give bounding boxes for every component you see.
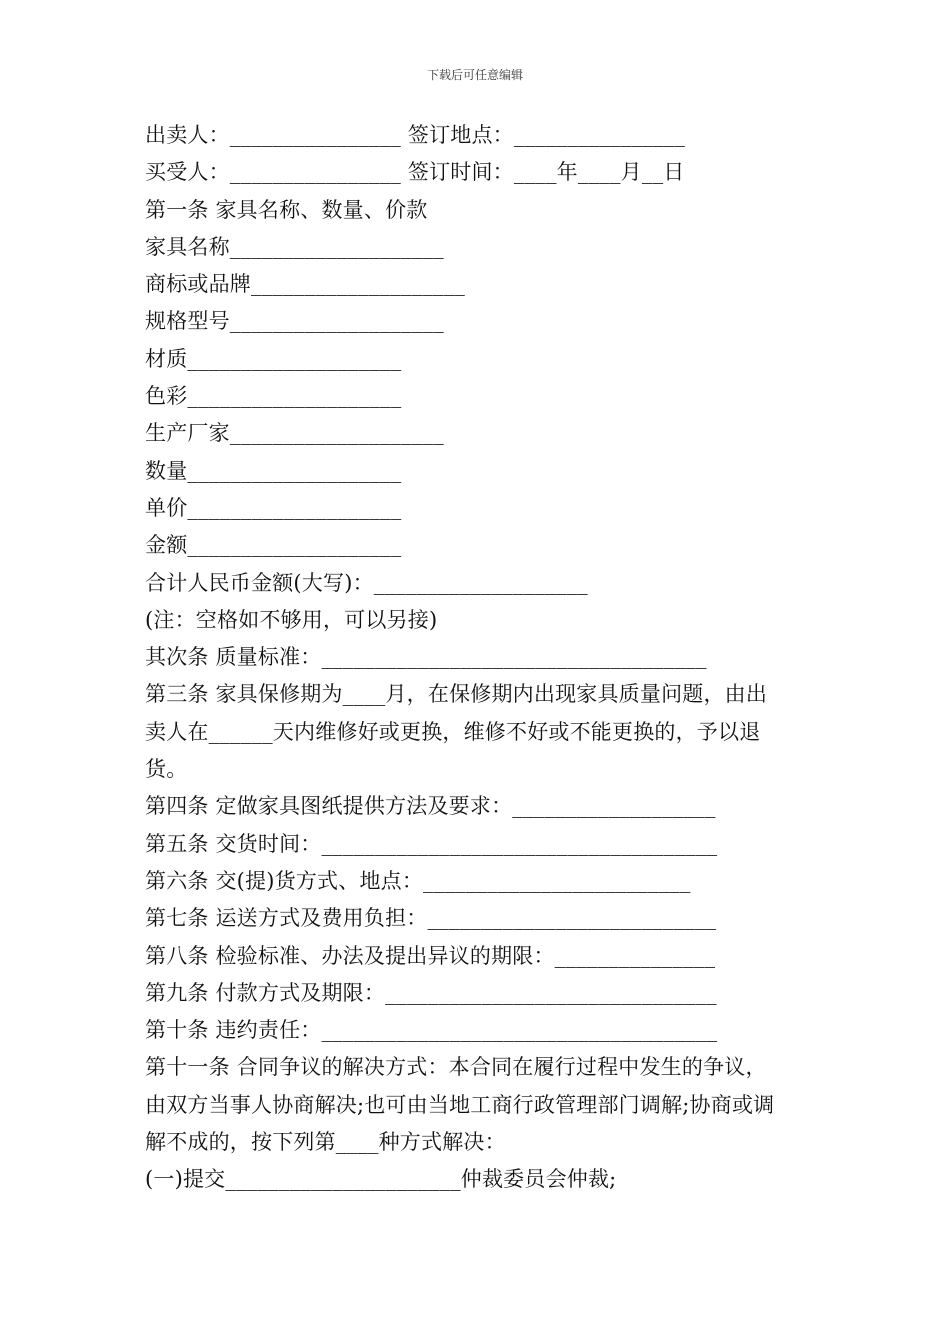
note-line: (注：空格如不够用，可以另接) (145, 607, 438, 632)
article-2-line: 其次条 质量标准：____________________________________ (145, 645, 707, 670)
color-line: 色彩____________________ (145, 384, 402, 409)
seller-line: 出卖人：________________ 签订地点：________________ (145, 123, 686, 147)
amount-line: 金额____________________ (145, 533, 402, 558)
total-amount-line: 合计人民币金额(大写)：____________________ (145, 570, 588, 595)
arbitration-line: (一)提交______________________仲裁委员会仲裁; (145, 1167, 617, 1192)
article-10-line: 第十条 违约责任：_____________________________________ (145, 1018, 718, 1043)
article-3-line-2: 卖人在______天内维修好或更换，维修不好或不能更换的，予以退 (145, 719, 761, 744)
article-11-line-3: 解不成的，按下列第____种方式解决： (145, 1130, 506, 1155)
page-header: 下载后可任意编辑 (426, 68, 523, 82)
contract-body (145, 117, 810, 1199)
manufacturer-line: 生产厂家____________________ (145, 421, 444, 446)
article-6-line: 第六条 交(提)货方式、地点：_________________________ (145, 868, 691, 893)
article-9-line: 第九条 付款方式及期限：_______________________________ (145, 980, 717, 1005)
article-5-line: 第五条 交货时间：_____________________________________ (145, 831, 718, 856)
article-8-line: 第八条 检验标准、办法及提出异议的期限：_______________ (145, 943, 716, 968)
brand-line: 商标或品牌____________________ (145, 272, 465, 297)
model-line: 规格型号____________________ (145, 309, 444, 334)
article-3-line-1: 第三条 家具保修期为____月，在保修期内出现家具质量问题，由出 (145, 682, 768, 707)
article-4-line: 第四条 定做家具图纸提供方法及要求：___________________ (145, 794, 716, 819)
article-11-line-1: 第十一条 合同争议的解决方式：本合同在履行过程中发生的争议， (145, 1055, 767, 1080)
article-11-line-2: 由双方当事人协商解决;也可由当地工商行政管理部门调解;协商或调 (145, 1092, 775, 1117)
material-line: 材质____________________ (145, 346, 402, 371)
article-3-line-3: 货。 (145, 757, 188, 782)
buyer-line: 买受人：________________ 签订时间：____年____月__日 (145, 160, 685, 185)
unit-price-line: 单价____________________ (145, 495, 402, 520)
article-7-line: 第七条 运送方式及费用负担：___________________________ (145, 906, 717, 931)
furniture-name-line: 家具名称____________________ (145, 234, 444, 259)
quantity-line: 数量____________________ (145, 458, 402, 483)
article-1-heading: 第一条 家具名称、数量、价款 (145, 197, 428, 222)
